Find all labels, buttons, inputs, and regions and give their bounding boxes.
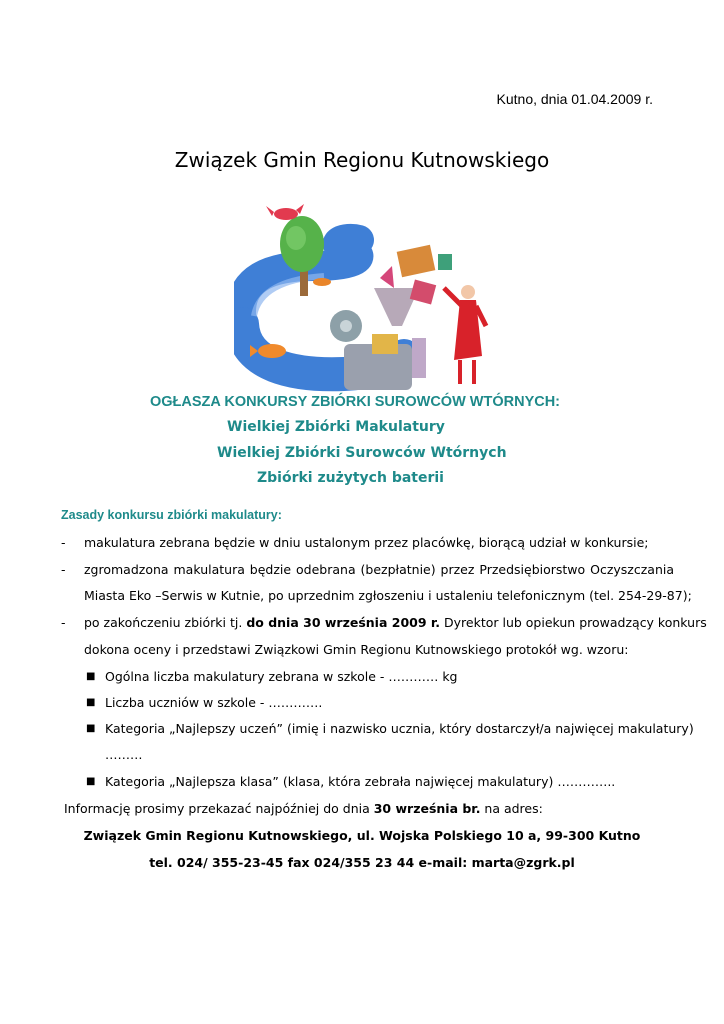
rules-heading: Zasady konkursu zbiórki makulatury: — [61, 508, 282, 522]
subitem-best-student: Kategoria „Najlepszy uczeń” (imię i nazwisko ucznia, który dostarczył/a najwięcej makulatury) — [105, 721, 694, 736]
bullet-icon: ■ — [86, 697, 96, 708]
announcement-heading: OGŁASZA KONKURSY ZBIÓRKI SUROWCÓW WTÓRNYCH: — [150, 394, 561, 410]
document-date: Kutno, dnia 01.04.2009 r. — [496, 91, 653, 107]
rule-item-1: makulatura zebrana będzie w dniu ustalonym przez placówkę, biorącą udział w konkursie; — [84, 535, 649, 550]
rule-item-2-line-2: Miasta Eko –Serwis w Kutnie, po uprzednim zgłoszeniu i ustaleniu telefonicznym (tel. 254-29-87); — [84, 588, 692, 603]
contest-paper: Wielkiej Zbiórki Makulatury — [227, 419, 445, 435]
contact-line: tel. 024/ 355-23-45 fax 024/355 23 44 e-mail: marta@zgrk.pl — [149, 855, 575, 870]
rule-item-3-line-1: po zakończeniu zbiórki tj. do dnia 30 września 2009 r. Dyrektor lub opiekun prowadzący konkurs — [84, 615, 707, 630]
list-dash: - — [61, 615, 66, 630]
rule-item-2-line-1: zgromadzona makulatura będzie odebrana (bezpłatnie) przez Przedsiębiorstwo Oczyszczania — [84, 562, 674, 577]
info-line: Informację prosimy przekazać najpóźniej do dnia 30 września br. na adres: — [64, 801, 543, 816]
bullet-icon: ■ — [86, 723, 96, 734]
list-dash: - — [61, 535, 66, 550]
document-title: Związek Gmin Regionu Kutnowskiego — [174, 148, 550, 172]
subitem-best-student-continued: ……… — [105, 747, 143, 762]
subitem-total-paper: Ogólna liczba makulatury zebrana w szkole - ………… kg — [105, 669, 458, 684]
rule-item-3-line-2: dokona oceny i przedstawi Związkowi Gmin Regionu Kutnowskiego protokół wg. wzoru: — [84, 642, 629, 657]
recycling-illustration — [234, 196, 500, 392]
subitem-best-class: Kategoria „Najlepsza klasa” (klasa, która zebrała najwięcej makulatury) ………….. — [105, 774, 616, 789]
list-dash: - — [61, 562, 66, 577]
address-line: Związek Gmin Regionu Kutnowskiego, ul. Wojska Polskiego 10 a, 99-300 Kutno — [83, 828, 641, 843]
subitem-students: Liczba uczniów w szkole - …………. — [105, 695, 323, 710]
contest-secondary-materials: Wielkiej Zbiórki Surowców Wtórnych — [217, 445, 507, 461]
bullet-icon: ■ — [86, 776, 96, 787]
contest-batteries: Zbiórki zużytych baterii — [257, 470, 444, 486]
bullet-icon: ■ — [86, 671, 96, 682]
